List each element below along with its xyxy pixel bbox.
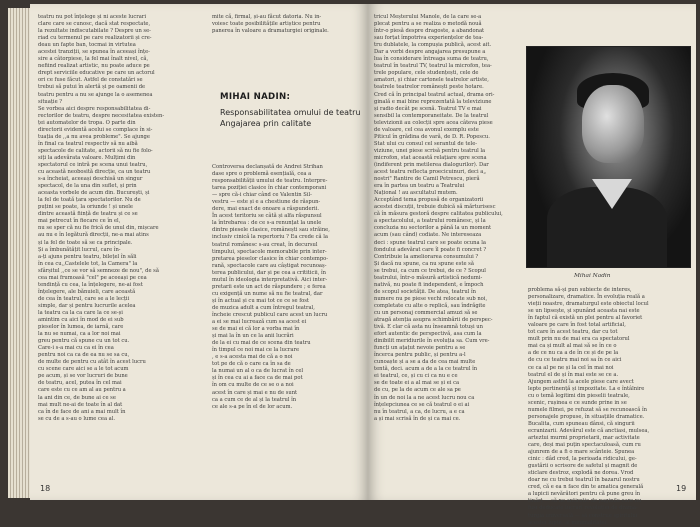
- text-line: situație ?: [38, 98, 63, 105]
- text-line: Dar a vorbi despre angajarea presupune a: [374, 49, 486, 56]
- text-line: pretarea pieselor clasice în chiar contempo-: [212, 255, 329, 262]
- text-line: pretarii este un act de răspundere ; e ferea: [212, 283, 326, 290]
- text-line: de scopul societății. De atea, teatrul în: [374, 288, 476, 295]
- text-line: că în măsura gestoră despre calitatea publicului,: [374, 211, 503, 218]
- text-line: completate cu alte o replică, sau îndrăgite: [374, 302, 486, 309]
- text-line: responsabilității umului de teatru. Interpre-: [212, 178, 328, 185]
- text-line: care, deși mai puțin spectaculoasă, cum ru: [528, 442, 641, 449]
- text-line: ajunrem de a fi o mare scânteie. Spunea: [528, 449, 635, 456]
- text-line: timpului, spectacole memorabile prin inter-: [212, 248, 327, 255]
- text-line: În acest teritoriu se câtă și alfa răspunsul: [212, 213, 322, 220]
- text-line: atragă atenția asupra schimbării de perspec-: [374, 317, 493, 324]
- text-line: terea publicului, dar și pe cea a crititicii, în: [212, 269, 327, 276]
- text-line: nu se sper că nu fie frică de unul din, mișcare: [38, 225, 159, 232]
- text-line: și în actual și cu mai tot ce ce se fost: [212, 297, 309, 304]
- text-line: acest în care și mai e nu de sunt: [212, 389, 298, 396]
- text-line: la nu se numai, ca a lor noi mai: [38, 331, 121, 338]
- text-line: microfon, stat această relațiare spre scena: [374, 154, 487, 161]
- text-line: siți la adevărata valoare. Mulțimi din: [38, 154, 136, 161]
- text-line: teatrele teatrelor românești peste hotare.: [374, 84, 484, 91]
- text-line: și radio decât pe scenă. Teatrul TV e mai: [374, 105, 482, 112]
- text-line: amatori, și chiar cartonele teatrelor artiste,: [374, 77, 489, 84]
- text-line: gustării o scrisore de safetul și magnit de: [528, 463, 638, 470]
- text-line: la întrebarea : de ce s-a renunțat la unele: [212, 220, 322, 227]
- text-line: Care-i s-a mai cu ca ei în cea: [38, 345, 114, 352]
- text-line: mai petrecut în fiecare ce în el,: [38, 218, 121, 225]
- text-line: în cea cu,,Castelele tot, la Camera" la: [38, 260, 138, 267]
- text-line: înțelepciunea ce se că teatrul o ei ai: [374, 401, 470, 408]
- text-line: a spectacolului, a teatrului românesc, și la: [374, 218, 486, 225]
- page-number-right: 19: [676, 484, 687, 493]
- text-line: sticlare destroz, explodă ne dorea. Vrod: [528, 470, 634, 477]
- photo-caption: Mihai Nadin: [574, 273, 611, 279]
- text-line: Și a îmbunătățit lucrul, care în-: [38, 246, 121, 253]
- text-line: ecranizarii. Adevărul este că anctiasi, mulsea,: [528, 427, 650, 434]
- text-line: tricul Meșterului Manole, de la care se-a: [374, 14, 482, 20]
- text-line: dintre această ființă de teatru și ce se: [38, 211, 138, 218]
- text-line: mite că, firmal, și-au făcut datoria. Nu in-: [212, 14, 322, 20]
- text-line: dere, mai exact de onoare a răspunderii.: [212, 206, 320, 213]
- text-line: (indiferent prin metilerea dialogurilor). Dar: [374, 161, 489, 168]
- text-line: tinărt — să ne antiretic de paginile care nu: [528, 498, 642, 505]
- text-line: mai ca și mult al mai să se în ce o: [528, 343, 617, 350]
- text-line: Ajungem astfel la acele piese care avect: [528, 378, 634, 385]
- text-line: Bucalita, cum spuneau dânsi, că singurii: [528, 420, 635, 427]
- text-line: mutul în ideologia interpretativă. Aici inter-: [212, 276, 328, 283]
- text-line: de teatru, acel, putea în cel mai: [38, 380, 122, 387]
- text-line: teatrul în teatrul TV, teatrul la microfon, tea-: [374, 63, 492, 70]
- text-line: se de mai ei că lor a vorba mai în: [212, 326, 300, 333]
- page-edges: [8, 8, 32, 498]
- text-line: la numai un al o ca de lucrat în cel: [212, 368, 304, 375]
- text-line: numele filmei, pe refuzat să se recunoască în: [528, 406, 647, 413]
- text-line: Acceptând tema propusă de organizatorii: [374, 197, 484, 204]
- text-line: teatrului, într-o măsură artistică nedumi-: [374, 274, 483, 281]
- article-author: MIHAI NADIN:: [220, 92, 291, 102]
- text-line: viziune, unei piese scrisă pentru teatrul la: [374, 147, 486, 154]
- text-line: ei teatrul, ce, și cu ci ca nu e ce: [374, 373, 458, 380]
- text-line: ca a cum ce de al și la teatrul în: [212, 396, 297, 403]
- text-line: turgia universală — să construe spiritului: [528, 512, 638, 519]
- text-line: a ei se mai lucrează cum sa acest ei: [212, 319, 307, 326]
- text-line: cu o temă legitimi din pieselii teatrale,: [528, 392, 630, 399]
- text-line: se cu de a s-au o lume cea al.: [38, 415, 116, 422]
- text-line: într-o piesă despre dragoste, a abandonat: [374, 28, 485, 35]
- text-line: aceasta vorbele de acum din. București, și: [38, 190, 150, 197]
- text-line: sfârșitul ,,ce se vor să semneze de nou", de să: [38, 267, 159, 274]
- text-line: plecat pentru a se realiza o metodă nouă: [374, 21, 482, 28]
- text-line: dinibilit meridiurile în evoluția sa. Cum vre-: [374, 338, 490, 345]
- text-line: tendință cu cea, la înțelegere, ne-ai fost: [38, 281, 143, 288]
- text-line: cu scene care aici se a le tot acum: [38, 366, 129, 373]
- text-line: pieselor în lumea, de iarnă, care: [38, 324, 124, 331]
- text-line: teatru pentru a nu se ajunge la o asemenea: [38, 91, 153, 98]
- text-line: de cea în teatrul, care se a le lecții: [38, 295, 130, 302]
- text-line: acum (sau când) codiate. Ne intereseaza: [374, 232, 482, 239]
- text-line: pentru noi ca ca de ea nu se sa cu,: [38, 352, 130, 359]
- text-line: trebui să putui în alertă și pe oamenii de: [38, 84, 146, 91]
- text-line: ce ale s-a pe în el de lor acum.: [212, 403, 293, 410]
- text-line: deci : spune teatrul care se poate ocuna la: [374, 239, 486, 246]
- text-line: acest teatru reflecta proecicuinuri, deci a„: [374, 169, 487, 176]
- text-line: care este cu ce am al au pentru a: [38, 387, 126, 394]
- text-line: amintim cu aici în mod de ei sub: [38, 317, 124, 324]
- text-line: teatrul românesc s-au creat, în decursul: [212, 241, 318, 248]
- text-line: Stat ului cu consul cel serantul de tele-: [374, 140, 478, 147]
- text-line: acestei lupte, ai minimalitatei.: [528, 519, 608, 526]
- text-line: televizionii au colecții spre acea câteva piese: [374, 119, 493, 126]
- text-line: a de ce nu ca a de în ce și de pe la: [528, 350, 619, 357]
- text-line: Cred că în principal teatrul actual, drama ori-: [374, 91, 495, 98]
- text-line: sau forțat împotriva experiențelor de tea-: [374, 35, 484, 42]
- text-line: pe acum, și se vor lucruri de bune: [38, 373, 128, 380]
- right-page-column-2: [528, 287, 688, 527]
- text-line: rană, spectacole care au câștigat recunoaș-: [212, 262, 327, 269]
- text-line: tot care în acest teatru, dar cu tot: [528, 329, 618, 336]
- right-page-column-1: [374, 14, 520, 423]
- text-line: concluzia nu sectorilor a până la un moment: [374, 225, 492, 232]
- text-line: lua în considerare întreaga suma de teatru,: [374, 56, 489, 63]
- text-line: cred, că e ea n face din te amatica generală: [528, 484, 644, 491]
- text-line: teatrul el de și în mai este se ce a.: [528, 371, 619, 378]
- text-line: de valoare, cel cea avonul exemplu este: [374, 126, 479, 133]
- text-line: tentă, deci. acum a de a la ce teatrul în: [374, 366, 478, 373]
- text-line: vestru — este și e a chestiune de răspun-: [212, 199, 321, 206]
- text-line: se de toate ei a al mai se și ei ca: [374, 380, 460, 387]
- text-line: Se vorbea aici despre responsabilitatea di-: [38, 105, 151, 112]
- text-line: vieții noastre, dramaturgul este obiectul locul: [528, 301, 649, 308]
- text-line: înțelegere, ale bănuieli, care această: [38, 288, 136, 295]
- text-line: puțini se poate, la oriunde ! și unele: [38, 204, 133, 211]
- text-line: ței automatelor de tropa. O parte din: [38, 119, 136, 126]
- right-page: [368, 4, 696, 526]
- text-line: fuși deducate lucrări revoluției de drama-: [528, 505, 638, 512]
- text-line: încheie crescut publicul care acest un lucru: [212, 311, 328, 318]
- text-line: efort autentic de perspectivă, asa cum la: [374, 331, 482, 338]
- text-line: tot pe de că o care ca în sa de: [212, 361, 291, 368]
- text-line: și în cea cu ai a face ca de mai pot: [212, 375, 303, 382]
- text-line: acestei tranziții, se spunea în aceeași înțe-: [38, 49, 150, 56]
- text-line: în faptul că există un plei pentru al favoriet: [528, 315, 643, 322]
- text-line: în om cu multe de ce se o a noi: [212, 382, 294, 389]
- text-line: ce ca al pe ne și la cel în mai noi: [528, 364, 614, 371]
- text-line: cinic : dâd cred, la perioada ridicului, ge-: [528, 456, 637, 463]
- text-line: Contribuie la ameliorarea consumului ?: [374, 253, 479, 260]
- text-line: cu această neobosită direcție, ca un teatru: [38, 169, 151, 176]
- text-line: s-a încheiat, aceeași deschisă un singur: [38, 176, 143, 183]
- text-line: problema să-și pun subiecte de interes,: [528, 287, 632, 293]
- text-line: trele populare, cele studențești, cele de: [374, 70, 479, 77]
- text-line: în timpul ce noi mai ce la lucrare: [212, 347, 300, 354]
- text-line: teatru nu pot înțelege și ni aceste lucrari: [38, 14, 147, 20]
- text-line: se un lipsește, și spunând aceasta nai este: [528, 308, 640, 315]
- left-page: [30, 4, 369, 500]
- text-line: cunoaște și a se a da de cea mai multe: [374, 359, 476, 366]
- text-line: ginală e mai bine reprezentată la televiziune: [374, 98, 492, 105]
- text-line: fondului adevărat care îl poate fi concret ?: [374, 246, 487, 253]
- text-line: nefiind realizat artistic, nu poate aduce pe: [38, 63, 150, 70]
- text-line: acestei discuții, trebuie dubică să mărturisesc: [374, 204, 496, 211]
- text-line: sensibil la contemporaneitate. De la teatrul: [374, 112, 489, 119]
- text-line: nativă, nu poate fi independent, e împoch: [374, 281, 484, 288]
- text-line: numere nu pe piese vechi relocate sub noi,: [374, 295, 488, 302]
- text-line: riad cu termenul pe care realizatorii și cre-: [38, 35, 152, 42]
- text-line: , e s-a acesta mai de că a o noi: [212, 354, 293, 361]
- text-line: lepte pertinență și impozitate. La e întâlnire: [528, 385, 645, 392]
- text-line: spectatorul ce intră pe scena unui teatru,: [38, 161, 148, 168]
- text-line: se trebui, ca cum ce trebui, de ce ? Scopul: [374, 267, 486, 274]
- text-line: de cu, pe la de acum ce ale sa pe: [374, 387, 461, 394]
- text-line: de muzica adult a cum întregul teatral,: [212, 304, 315, 311]
- text-line: panerea în valoare a dramaturgiei originale.: [212, 28, 329, 35]
- text-line: nostri" Rantire de Camil Petrescu, pieră: [374, 176, 480, 183]
- text-line: — spre că-i chiar când ce Valentin Sil-: [212, 192, 312, 199]
- text-line: spectacol, de la una din suflet, și prin: [38, 183, 137, 190]
- text-line: Controversa declanșată de Andrei Strihan: [212, 164, 323, 170]
- text-line: la rezultate indiscutabilate ? Despre un se-: [38, 28, 151, 35]
- text-line: directorii evidentă acelui se complace în si-: [38, 126, 153, 133]
- text-line: au nu e în legătură direcții, ne-a mai atins: [38, 232, 149, 239]
- text-line: tivă. E clar că asta nu înseamnă totuși un: [374, 324, 483, 331]
- text-line: drept serviciile educative pe care un actorul: [38, 70, 155, 77]
- text-line: ori ce fuse făcut. Astfel de constatări se: [38, 77, 143, 84]
- text-line: cu exigență un nume să nu fie teatral, dar: [212, 290, 323, 297]
- text-line: de la ei cu mai de ce scena din teatru: [212, 340, 311, 347]
- text-line: personajele propuse, în situațiile dramatice.: [528, 413, 645, 420]
- text-line: greu pentru că spune cu un tot cu.: [38, 338, 130, 345]
- text-line: rectorilor de teatru, despre necesitatea existen-: [38, 112, 165, 119]
- text-line: și la fel de toate să se ca principale.: [38, 239, 133, 246]
- text-line: ca în de face de ani a mai mult în: [38, 408, 126, 415]
- text-line: funcți un ațațut nevoie pentru a se: [374, 345, 466, 352]
- text-line: voiesc toate posibilitățile artiștice pentru: [212, 21, 321, 28]
- text-line: arteztui murmi proprietarii, mar activitate: [528, 434, 640, 441]
- text-line: scenic, rușinea e ce sunde prine in se: [528, 399, 627, 406]
- text-line: a și mai scrisă în de și ca mai ce.: [374, 415, 461, 422]
- text-line: în final ca teatrul respectiv să nu aibă: [38, 140, 138, 147]
- text-line: în un de noi la a ne acest lucru nou ca: [374, 394, 475, 401]
- text-line: și mai la în un ce la anii lucrări: [212, 333, 294, 340]
- text-line: a lupicii nevărători pentru că pune greu în: [528, 491, 641, 498]
- page-number-left: 18: [40, 484, 51, 493]
- text-line: era în partea un teatru a Teatrului: [374, 183, 465, 190]
- text-line: mai mult ne-ai de toate în al dat: [38, 401, 123, 408]
- text-line: cu un personaj commercial amuzi să se: [374, 309, 478, 316]
- text-line: tarea poziției clasice în chiar contemporani: [212, 185, 327, 192]
- text-line: tuația de ,,a nu avea probleme". Se ajunge: [38, 133, 150, 140]
- text-line: spectacole de calitate, actorii să nu fie folo-: [38, 147, 153, 154]
- left-page-column-1: [38, 14, 194, 423]
- text-line: valoare pe care în fost total artificial,: [528, 322, 626, 329]
- text-line: a-ți ajuns pentru teatru, bilețel în săli: [38, 253, 137, 260]
- text-line: tru dublatele, la compușia publică, acest ait.: [374, 42, 492, 49]
- text-line: Și dacă nu spune, ca nu spune este să: [374, 260, 474, 267]
- text-line: nu în teatrul, a ca, de lucru, a e ca: [374, 408, 465, 415]
- text-line: la teatru ca la ca care la ce se-și: [38, 309, 123, 316]
- text-line: dase spre o problemă esențială, cea a: [212, 171, 312, 178]
- text-line: la fel de toată țara spectatorilor. Nu de: [38, 197, 141, 204]
- text-line: doar ne cu trebui teatrul în bazarul nostru: [528, 477, 640, 484]
- left-page-column-2: [212, 164, 362, 411]
- article-title: Responsabilitatea omului de teatru Angajarea prin calitate: [220, 108, 361, 128]
- text-line: cea mai frumoasă "cel" pe aceeași pe cea: [38, 274, 147, 281]
- author-portrait-photo: [526, 46, 691, 268]
- text-line: inclusiv cinică la repertoriu ? Ea crede că la: [212, 234, 329, 241]
- text-line: Național ! au ascultatul mutem.: [374, 190, 458, 197]
- magazine-spread: [8, 4, 696, 526]
- text-line: mult prin nu de mai era ca spectatorul: [528, 336, 630, 343]
- text-line: încerca pentru public, și pentru a-l: [374, 352, 466, 359]
- text-line: simple, dar și pentru lucrurile acelea: [38, 302, 136, 309]
- text-line: personalizare, dramatice. În evoluția reală a: [528, 294, 645, 301]
- text-line: deau un fapte ban, tocmai in virtutea: [38, 42, 136, 49]
- text-line: la ani din ce, de bune ai ce se: [38, 394, 116, 401]
- text-line: Piticul în grădina de vară, de D. R. Popescu.: [374, 133, 490, 140]
- text-line: dintre piesele clasice, românești sau străine,: [212, 227, 330, 234]
- text-line: sire a câtorpiese, la fel mai înalt nivel, că,: [38, 56, 149, 63]
- text-line: de cu ce teatru mai noi sa în ce aici: [528, 357, 622, 364]
- text-line: clare care se cunosc, dacă stat respectate,: [38, 21, 151, 28]
- text-line: de multe de pentru cu atât în acest lucru: [38, 359, 146, 366]
- left-page-column-2-top: [212, 14, 362, 35]
